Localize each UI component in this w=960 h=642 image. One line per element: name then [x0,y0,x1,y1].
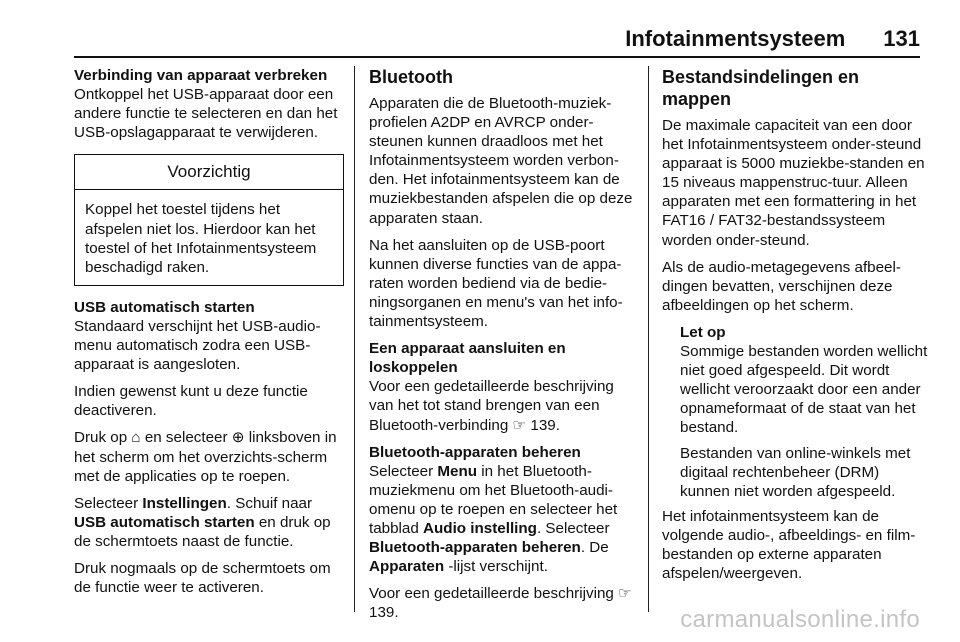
paragraph-supported-files: Het infotainmentsysteem kan de volgende audio-, afbeeldings- en film-bestanden op externe apparaten afspelen/weergeven. [662,507,916,583]
section-title-bluetooth: Bluetooth [369,67,453,87]
note-paragraph-1: Sommige bestanden worden wellicht niet goed afgespeeld. Dit wordt wellicht veroorzaakt door een ander opnameformaat of de staat van het bestand. [680,343,928,437]
paragraph-bluetooth-profiles: Apparaten die de Bluetooth-muziek-profielen A2DP en AVRCP onder-steunen kunnen draadloos met het Infotainmentsysteem worden verbon-den. Het infotainmentsysteem kan de muziekbestanden afspelen die op deze apparaten staan. [369,95,633,227]
paragraph-usb-default: Standaard verschijnt het USB-audio-menu automatisch zodra een USB-apparaat is aangesloten. [74,317,321,374]
heading-disconnect-device: Verbinding van apparaat verbreken [74,67,328,84]
note-block [662,323,930,501]
heading-connect-disconnect: Een apparaat aansluiten en loskoppelen [369,340,566,377]
paragraph-bluetooth-controls: Na het aansluiten op de USB-poort kunnen diverse functies van de appa-raten worden bediend via de bedie-ningsorganen en menu's van het info-tainmentsysteem. [369,236,623,331]
paragraph-reactivate: Druk nogmaals op de schermtoets om de functie weer te activeren. [74,559,331,597]
heading-usb-autostart: USB automatisch starten [74,298,255,316]
page-reference-link[interactable]: ☞ 139. [512,416,560,434]
page-header [74,26,920,58]
column-3 [662,66,930,591]
column-2 [369,66,633,630]
caution-box [74,154,344,285]
note-paragraph-2: Bestanden van online-winkels met digitaal rechtenbeheer (DRM) kunnen niet worden afgespeeld. [680,444,911,500]
section-title-file-formats: Bestandsindelingen en mappen [662,67,860,109]
watermark: carmanualsonline.info [680,606,920,633]
paragraph-press-home: Druk op ⌂ en selecteer ⊕ linksboven in het scherm om het overzichts-scherm met de applicaties op te roepen. [74,429,337,485]
plus-circle-icon: ⊕ [231,429,245,447]
paragraph-manage-devices: Selecteer Menu in het Bluetooth-muziekmenu om het Bluetooth-audi-omenu op te roepen en selecteer het tabblad Audio instelling. Selecteer Bluetooth-apparaten beheren. De Apparaten -lijst verschijnt. [369,462,618,576]
paragraph-connection-ref: Voor een gedetailleerde beschrijving van het tot stand brengen van een Bluetooth-verbinding ☞ 139. [369,378,614,434]
paragraph-disconnect: Ontkoppel het USB-apparaat door een andere functie te selecteren en dan het USB-opslagapparaat te verwijderen. [74,86,338,142]
page-number: 131 [883,26,920,51]
paragraph-deactivate: Indien gewenst kunt u deze functie deactiveren. [74,383,308,420]
paragraph-select-settings: Selecteer Instellingen. Schuif naar USB automatisch starten en druk op de schermtoets naast de functie. [74,494,331,550]
caution-title: Voorzichtig [75,155,343,190]
home-icon: ⌂ [131,429,141,447]
column-divider-1 [354,66,355,612]
header-title: Infotainmentsysteem [625,26,846,51]
caution-text: Koppel het toestel tijdens het afspelen niet los. Hierdoor kan het toestel of het Infotainmentsysteem beschadigd raken. [85,201,317,276]
note-title: Let op [680,323,726,341]
paragraph-capacity: De maximale capaciteit van een door het Infotainmentsysteem onder-steund apparaat is 5000 muziekbe-standen en 15 niveaus mappenstruc-tuur. Alleen apparaten met een formattering in het FAT16 / FAT32-bestandssysteem worden onder-steund. [662,117,925,249]
page-reference-link[interactable]: ☞ 139. [369,585,632,622]
paragraph-metadata-images: Als de audio-metagegevens afbeel-dingen bevatten, verschijnen deze afbeeldingen op het scherm. [662,258,901,314]
column-divider-2 [648,66,649,612]
heading-manage-devices: Bluetooth-apparaten beheren [369,443,581,461]
paragraph-detailed-ref: Voor een gedetailleerde beschrijving ☞ 139. [369,585,632,622]
column-1 [74,66,344,605]
